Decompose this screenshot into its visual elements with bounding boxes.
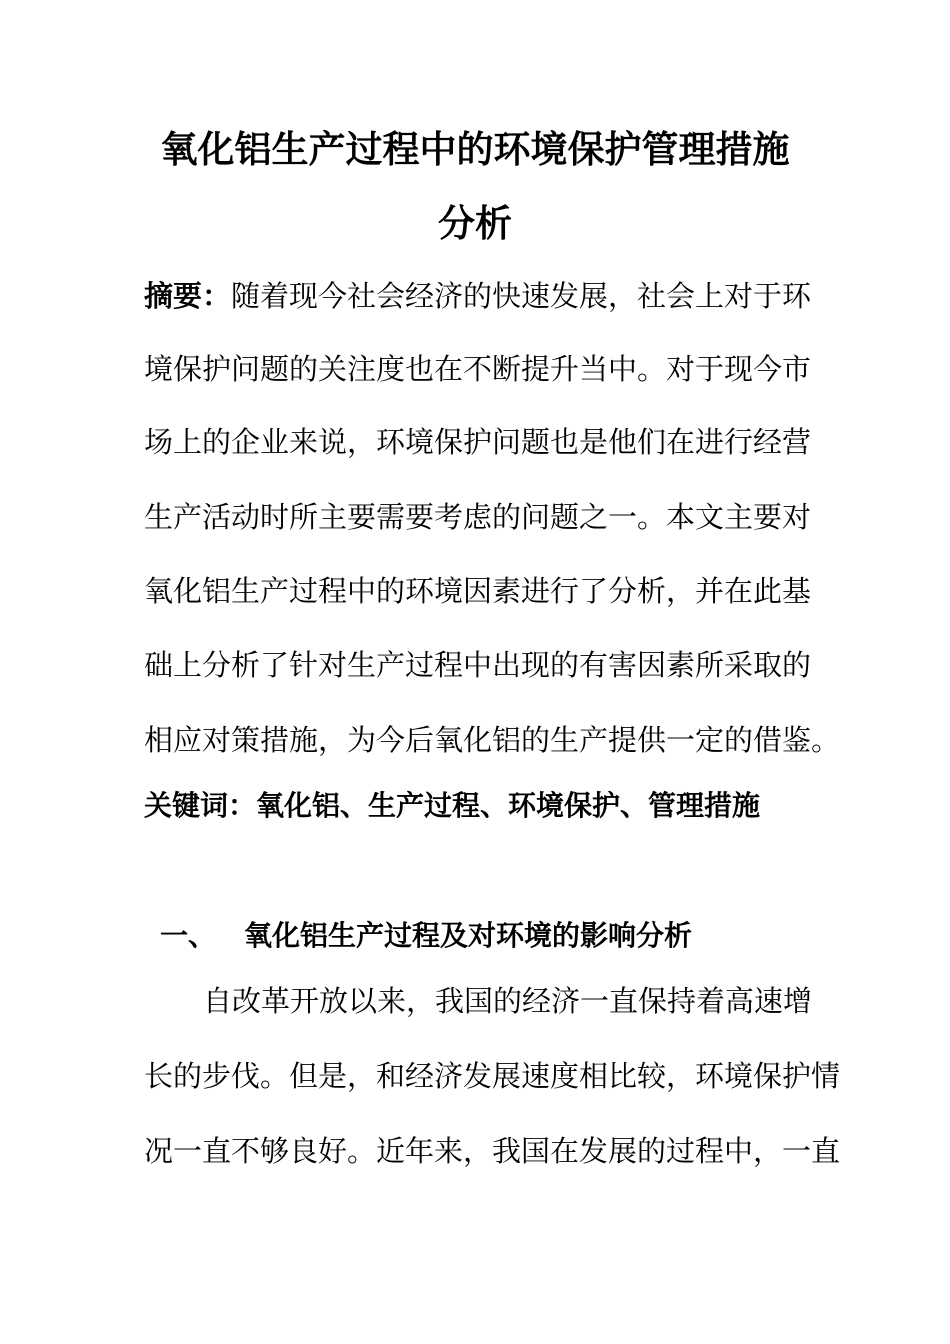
document-title-line-1: 氧化铝生产过程中的环境保护管理措施 [160,128,790,171]
abstract-line-5: 氧化铝生产过程中的环境因素进行了分析，并在此基 [144,574,812,608]
abstract-line-2: 境保护问题的关注度也在不断提升当中。对于现今市 [144,352,812,386]
keywords-line [144,788,760,824]
keywords-label: 关键词： [144,789,257,822]
section-paragraph-line-2: 长的步伐。但是，和经济发展速度相比较，环境保护情 [144,1059,841,1093]
abstract-line-1 [144,278,811,314]
section-paragraph-line-3: 况一直不够良好。近年来，我国在发展的过程中，一直 [144,1134,841,1168]
section-heading: 氧化铝生产过程及对环境的影响分析 [244,919,693,952]
section-number: 一、 [160,919,217,952]
keywords-text: 氧化铝、生产过程、环境保护、管理措施 [256,789,761,822]
abstract-line-3: 场上的企业来说，环境保护问题也是他们在进行经营 [144,425,812,459]
section-paragraph-line-1: 自改革开放以来，我国的经济一直保持着高速增 [203,984,813,1018]
abstract-line-6: 础上分析了针对生产过程中出现的有害因素所采取的 [144,648,812,682]
abstract-text: 随着现今社会经济的快速发展，社会上对于环 [231,279,812,313]
abstract-label: 摘要： [144,279,232,313]
document-title-line-2: 分析 [438,202,512,245]
abstract-line-7: 相应对策措施，为今后氧化铝的生产提供一定的借鉴。 [144,723,841,757]
abstract-line-4: 生产活动时所主要需要考虑的问题之一。本文主要对 [144,500,812,534]
